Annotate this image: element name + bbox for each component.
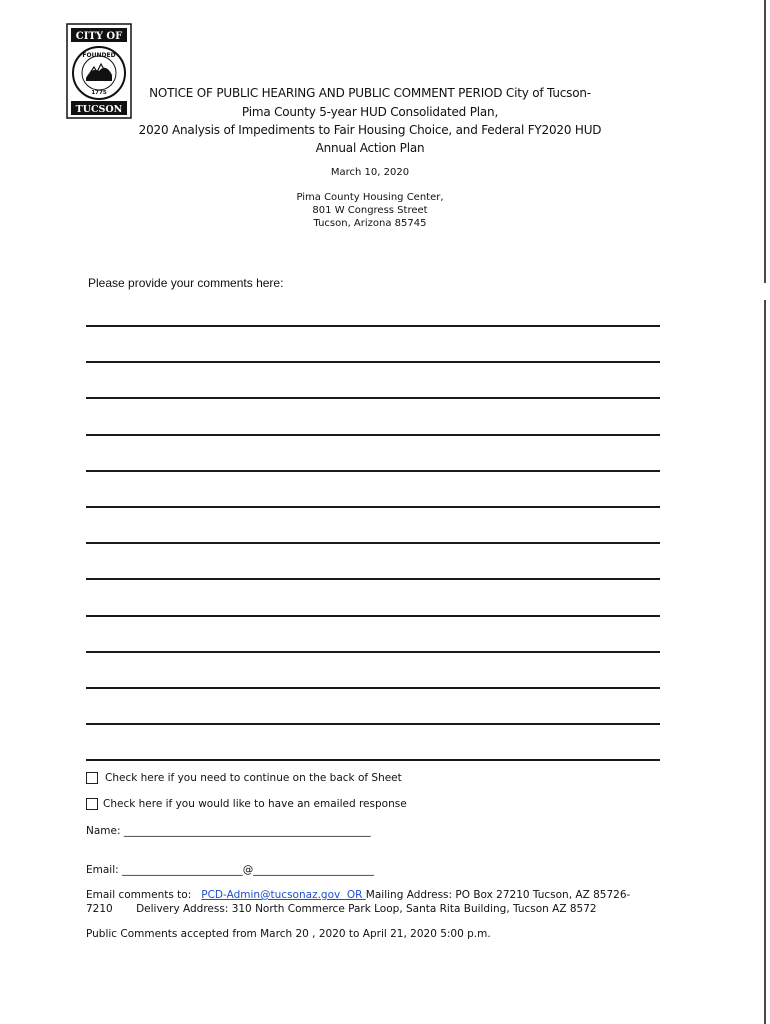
mailing-address-cont: 7210 Delivery Address: 310 North Commerce Park Loop, Santa Rita Building, Tucson AZ 8572 [86,903,597,915]
comment-line[interactable] [86,506,660,508]
seal-text-top: CITY OF [75,31,123,42]
email-comments-line [86,889,630,901]
comment-line[interactable] [86,397,660,399]
comment-line[interactable] [86,651,660,653]
email-response-checkbox[interactable] [86,798,98,810]
page-edge-line-top [764,0,766,283]
notice-title-line-4: Annual Action Plan [315,141,425,155]
notice-title-line-2: Pima County 5-year HUD Consolidated Plan, [241,105,499,119]
email-response-checkbox-label: Check here if you would like to have an emailed response [103,798,407,810]
seal-text-mid: FOUNDED [82,52,116,59]
email-field[interactable]: Email: _______________________@_______________________ [86,864,375,876]
comment-line[interactable] [86,723,660,725]
continue-checkbox-label: Check here if you need to continue on the back of Sheet [105,772,402,784]
email-comments-prefix: Email comments to: [86,889,202,901]
continue-checkbox[interactable] [86,772,98,784]
hearing-date: March 10, 2020 [330,167,410,178]
continue-checkbox-row[interactable] [86,772,402,784]
comment-line[interactable] [86,325,660,327]
seal-text-year: 1775 [91,90,107,96]
page-edge-line-bottom [764,300,766,1024]
comment-line[interactable] [86,759,660,761]
comment-line[interactable] [86,687,660,689]
comments-accepted-period: Public Comments accepted from March 20 , 2020 to April 21, 2020 5:00 p.m. [86,928,491,940]
comment-line[interactable] [86,361,660,363]
comment-line[interactable] [86,542,660,544]
address-line-1: Pima County Housing Center, [296,192,444,203]
address-line-2: 801 W Congress Street [312,205,428,216]
comment-line[interactable] [86,578,660,580]
notice-title-line-3: 2020 Analysis of Impediments to Fair Housing Choice, and Federal FY2020 HUD [138,123,602,137]
notice-title-line-1: NOTICE OF PUBLIC HEARING AND PUBLIC COMMENT PERIOD City of Tucson- [149,86,591,100]
comment-line[interactable] [86,434,660,436]
comments-prompt: Please provide your comments here: [88,276,284,290]
seal-text-bottom: TUCSON [75,104,123,115]
email-response-checkbox-row[interactable] [86,798,407,810]
email-link[interactable]: PCD-Admin@tucsonaz.gov OR [201,889,366,901]
name-field[interactable]: Name: _______________________________________________ [86,825,371,837]
comment-line[interactable] [86,470,660,472]
address-line-3: Tucson, Arizona 85745 [313,218,427,229]
mailing-address: Mailing Address: PO Box 27210 Tucson, AZ 85726- [365,889,631,901]
comment-line[interactable] [86,615,660,617]
